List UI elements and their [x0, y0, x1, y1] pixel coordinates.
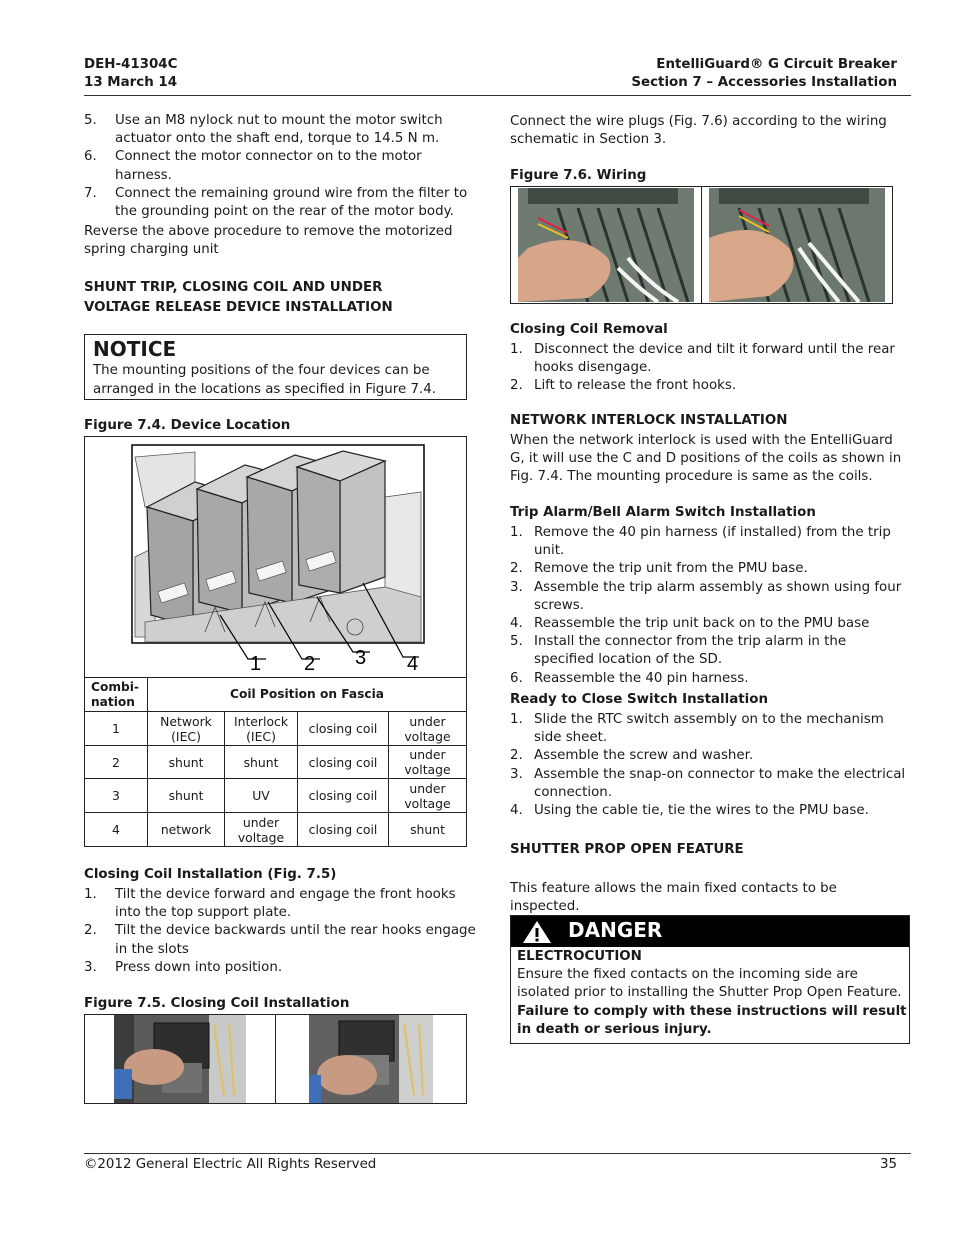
list-item: 4. Reassemble the trip unit back on to the PMU base	[510, 616, 870, 632]
combination-header: Combi-nation	[85, 678, 148, 712]
list-item: 2. Remove the trip unit from the PMU base.	[510, 561, 808, 577]
rtc-steps-block	[510, 711, 910, 820]
list-item: 2. Assemble the screw and washer.	[510, 748, 754, 764]
fig75-caption: Figure 7.5. Closing Coil Installation	[84, 996, 350, 1011]
callout-2: 2	[304, 653, 316, 675]
motor-steps-block	[84, 112, 479, 221]
callout-1: 1	[250, 653, 262, 675]
section-title: Section 7 – Accessories Installation	[631, 75, 897, 90]
notice-box	[84, 334, 467, 400]
doc-number: DEH-41304C	[84, 57, 178, 72]
warning-triangle-icon	[522, 920, 552, 944]
list-item: 5. Install the connector from the trip alarm in the specified location of the SD.	[510, 634, 847, 668]
notice-text: The mounting positions of the four devices can be arranged in the locations as specified in Figure 7.4.	[93, 363, 437, 397]
coil-position-table	[84, 677, 467, 847]
danger-title: DANGER	[568, 918, 663, 942]
shutter-heading: SHUTTER PROP OPEN FEATURE	[510, 842, 744, 857]
list-item: 1. Remove the 40 pin harness (if installed) from the trip unit.	[510, 525, 891, 559]
fig76-frame	[510, 186, 893, 304]
fig74-frame	[84, 436, 467, 678]
product-name: EntelliGuard® G Circuit Breaker	[656, 57, 897, 72]
notice-title: NOTICE	[93, 337, 177, 361]
motor-steps-list	[84, 112, 479, 221]
table-row: 3 shunt UV closing coil under voltage	[85, 779, 467, 813]
header-rule	[84, 95, 911, 96]
removal-steps-list	[510, 341, 905, 396]
list-item: 3. Press down into position.	[84, 959, 283, 975]
danger-box	[510, 915, 910, 1044]
trip-steps-list	[510, 524, 910, 688]
rtc-heading: Ready to Close Switch Installation	[510, 692, 768, 707]
list-item: 1. Slide the RTC switch assembly on to the mechanism side sheet.	[510, 712, 884, 746]
closing-coil-removal-heading: Closing Coil Removal	[510, 322, 668, 337]
doc-date: 13 March 14	[84, 75, 178, 90]
shunt-trip-heading: SHUNT TRIP, CLOSING COIL AND UNDER VOLTAGE RELEASE DEVICE INSTALLATION	[84, 280, 393, 315]
danger-subtitle: ELECTROCUTION	[517, 949, 642, 964]
closing-coil-install-heading: Closing Coil Installation (Fig. 7.5)	[84, 867, 337, 882]
list-item: 6. Reassemble the 40 pin harness.	[510, 670, 749, 686]
reverse-procedure-text: Reverse the above procedure to remove the motorized spring charging unit	[84, 224, 453, 258]
danger-body	[517, 948, 907, 1039]
list-item: 2. Lift to release the front hooks.	[510, 378, 737, 394]
fig76-caption: Figure 7.6. Wiring	[510, 168, 647, 183]
danger-warning: Failure to comply with these instructions will result in death or serious injury.	[517, 1003, 907, 1037]
table-row: 1 Network (IEC) Interlock (IEC) closing coil under voltage	[85, 712, 467, 746]
copyright: ©2012 General Electric All Rights Reserved	[84, 1157, 377, 1172]
table-row: 2 shunt shunt closing coil under voltage	[85, 746, 467, 779]
callout-3: 3	[355, 647, 367, 669]
table-row: 4 network under voltage closing coil shunt	[85, 813, 467, 847]
wiring-photo-1	[518, 188, 694, 302]
danger-text: Ensure the fixed contacts on the incoming side are isolated prior to installing the Shutter Prop Open Feature.	[517, 967, 902, 1001]
closing-steps-list	[84, 886, 479, 977]
list-item: 6. Connect the motor connector on to the motor harness.	[84, 149, 422, 183]
fig74-caption: Figure 7.4. Device Location	[84, 418, 291, 433]
list-item: 1. Tilt the device forward and engage the front hooks into the top support plate.	[84, 887, 456, 921]
wire-plugs-text: Connect the wire plugs (Fig. 7.6) according to the wiring schematic in Section 3.	[510, 114, 887, 148]
wiring-photo-2	[709, 188, 885, 302]
fig75-frame	[84, 1014, 467, 1104]
footer-rule	[84, 1153, 911, 1154]
list-item: 4. Using the cable tie, tie the wires to the PMU base.	[510, 803, 869, 819]
list-item: 7. Connect the remaining ground wire from the filter to the grounding point on the rear of the motor body.	[84, 185, 468, 220]
list-item: 1. Disconnect the device and tilt it forward until the rear hooks disengage.	[510, 342, 895, 376]
fig76-divider	[701, 187, 702, 303]
rtc-steps-list	[510, 711, 910, 820]
callout-4: 4	[407, 653, 419, 675]
closing-coil-photo-1	[114, 1015, 246, 1103]
list-item: 3. Assemble the snap-on connector to make the electrical connection.	[510, 766, 906, 800]
network-interlock-text: When the network interlock is used with the EntelliGuard G, it will use the C and D positions of the coils as shown in Fig. 7.4. The mounting procedure is same as the coils.	[510, 433, 902, 485]
coil-position-header: Coil Position on Fascia	[148, 678, 467, 712]
closing-steps-block	[84, 886, 479, 977]
list-item: 3. Assemble the trip alarm assembly as shown using four screws.	[510, 579, 902, 613]
page-number: 35	[879, 1157, 897, 1172]
trip-alarm-heading: Trip Alarm/Bell Alarm Switch Installation	[510, 505, 816, 520]
closing-coil-photo-2	[309, 1015, 433, 1103]
danger-header-bar	[511, 916, 909, 947]
fig75-divider	[275, 1015, 276, 1103]
device-location-figure	[85, 437, 466, 678]
list-item: 5. Use an M8 nylock nut to mount the motor switch actuator onto the shaft end, torque to 14.5 N m.	[84, 113, 443, 147]
network-interlock-heading: NETWORK INTERLOCK INSTALLATION	[510, 413, 788, 428]
table-header-row	[85, 678, 467, 712]
shutter-text: This feature allows the main fixed contacts to be inspected.	[510, 881, 837, 915]
removal-steps-block	[510, 341, 905, 396]
trip-steps-block	[510, 524, 910, 688]
list-item: 2. Tilt the device backwards until the rear hooks engage in the slots	[84, 923, 476, 957]
